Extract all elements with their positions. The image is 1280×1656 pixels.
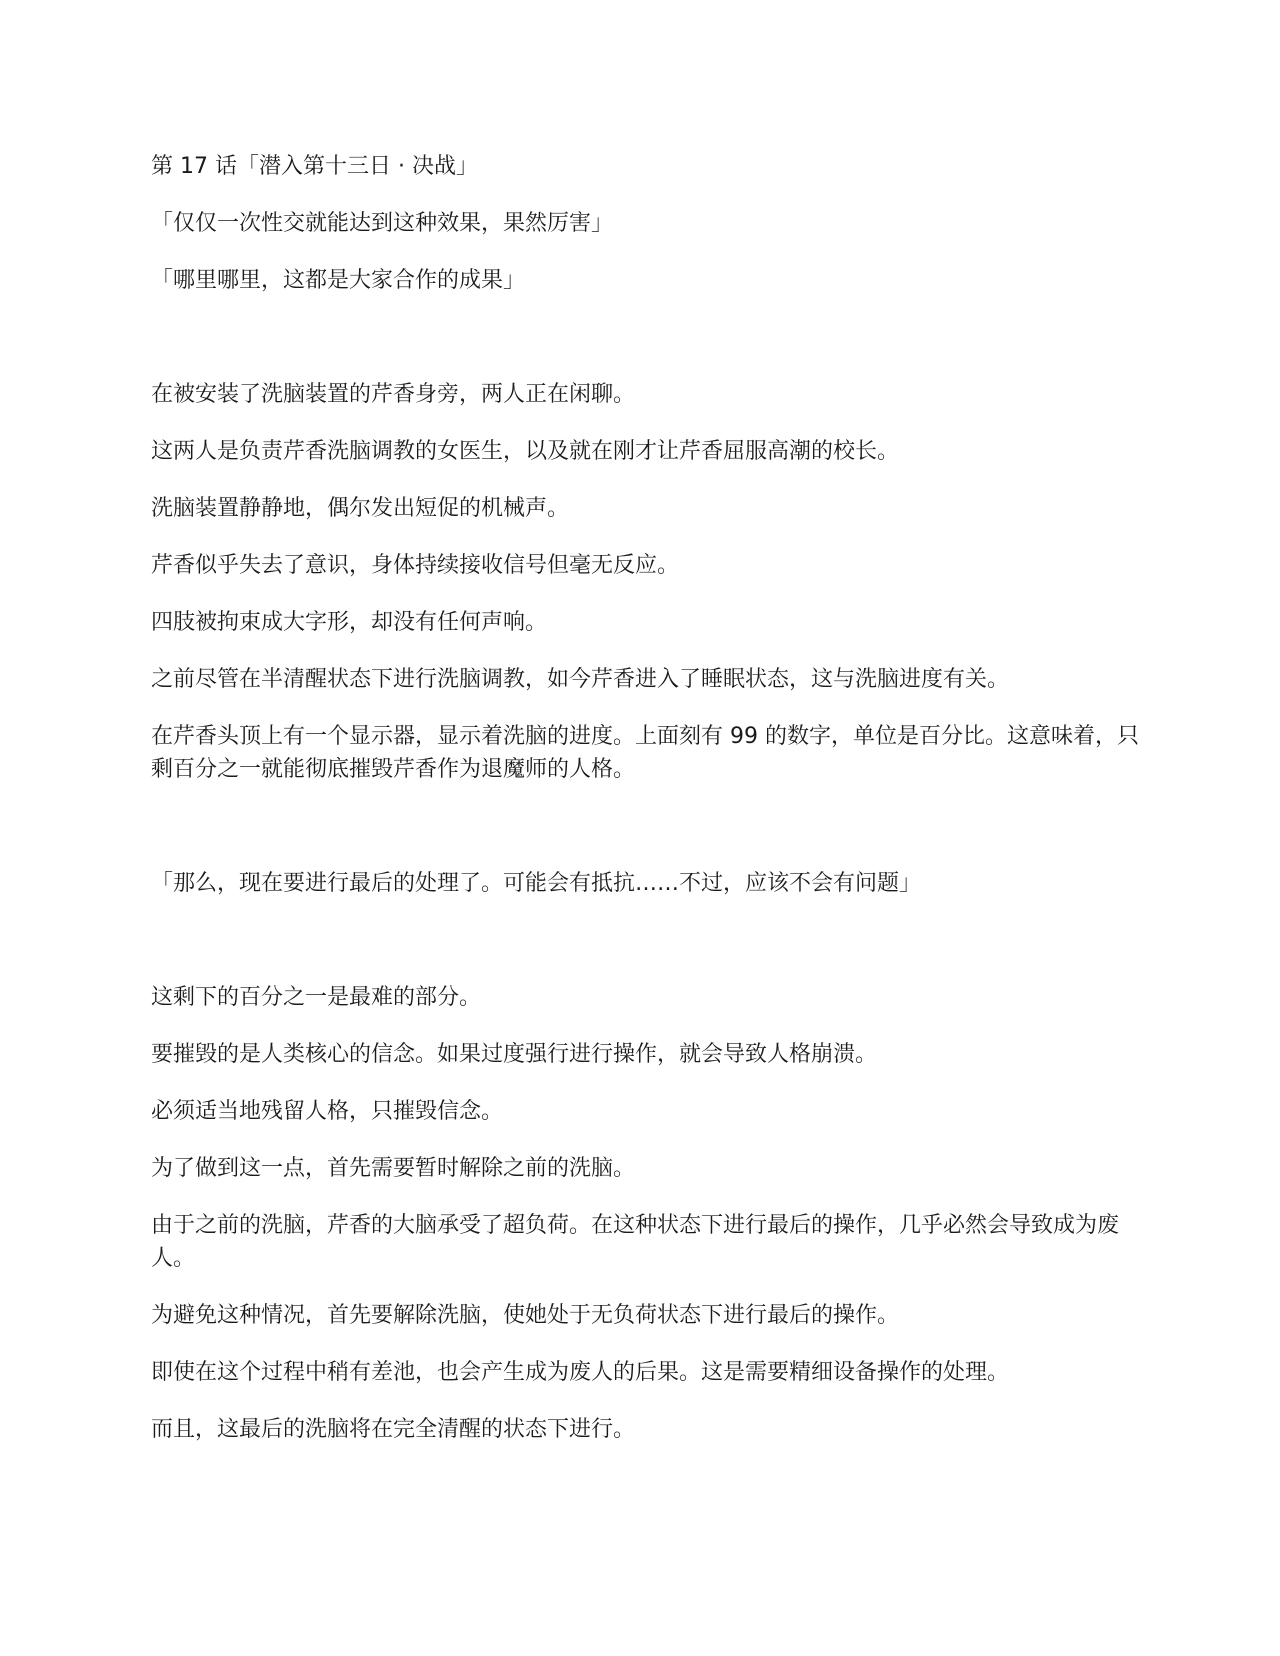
section-gap (151, 924, 1141, 981)
dialogue-line: 「哪里哪里，这都是大家合作的成果」 (151, 268, 526, 293)
document-body (151, 150, 1141, 1470)
narration-paragraph: 芹香似乎失去了意识，身体持续接收信号但毫无反应。 (151, 553, 680, 578)
section-gap (151, 810, 1141, 867)
narration-paragraph: 即使在这个过程中稍有差池，也会产生成为废人的后果。这是需要精细设备操作的处理。 (151, 1360, 1010, 1385)
section-gap (151, 321, 1141, 378)
narration-paragraph: 在芹香头顶上有一个显示器，显示着洗脑的进度。上面刻有 99 的数字，单位是百分比。这意味着，只剩百分之一就能彻底摧毁芹香作为退魔师的人格。 (151, 724, 1139, 782)
narration-paragraph: 由于之前的洗脑，芹香的大脑承受了超负荷。在这种状态下进行最后的操作，几乎必然会导致成为废人。 (151, 1213, 1120, 1271)
narration-paragraph: 四肢被拘束成大字形，却没有任何声响。 (151, 610, 548, 635)
narration-paragraph: 之前尽管在半清醒状态下进行洗脑调教，如今芹香进入了睡眠状态，这与洗脑进度有关。 (151, 667, 1010, 692)
dialogue-line: 「那么，现在要进行最后的处理了。可能会有抵抗……不过，应该不会有问题」 (151, 871, 922, 896)
narration-paragraph: 在被安装了洗脑装置的芹香身旁，两人正在闲聊。 (151, 382, 636, 407)
narration-paragraph: 而且，这最后的洗脑将在完全清醒的状态下进行。 (151, 1417, 636, 1442)
chapter-title: 第 17 话「潜入第十三日 · 决战」 (151, 154, 478, 179)
dialogue-line: 「仅仅一次性交就能达到这种效果，果然厉害」 (151, 211, 614, 236)
narration-paragraph: 为了做到这一点，首先需要暂时解除之前的洗脑。 (151, 1156, 636, 1181)
narration-paragraph: 这剩下的百分之一是最难的部分。 (151, 985, 482, 1010)
narration-paragraph: 洗脑装置静静地，偶尔发出短促的机械声。 (151, 496, 570, 521)
narration-paragraph: 必须适当地残留人格，只摧毁信念。 (151, 1099, 504, 1124)
narration-paragraph: 为避免这种情况，首先要解除洗脑，使她处于无负荷状态下进行最后的操作。 (151, 1303, 900, 1328)
narration-paragraph: 要摧毁的是人类核心的信念。如果过度强行进行操作，就会导致人格崩溃。 (151, 1042, 878, 1067)
narration-paragraph: 这两人是负责芹香洗脑调教的女医生，以及就在刚才让芹香屈服高潮的校长。 (151, 439, 900, 464)
